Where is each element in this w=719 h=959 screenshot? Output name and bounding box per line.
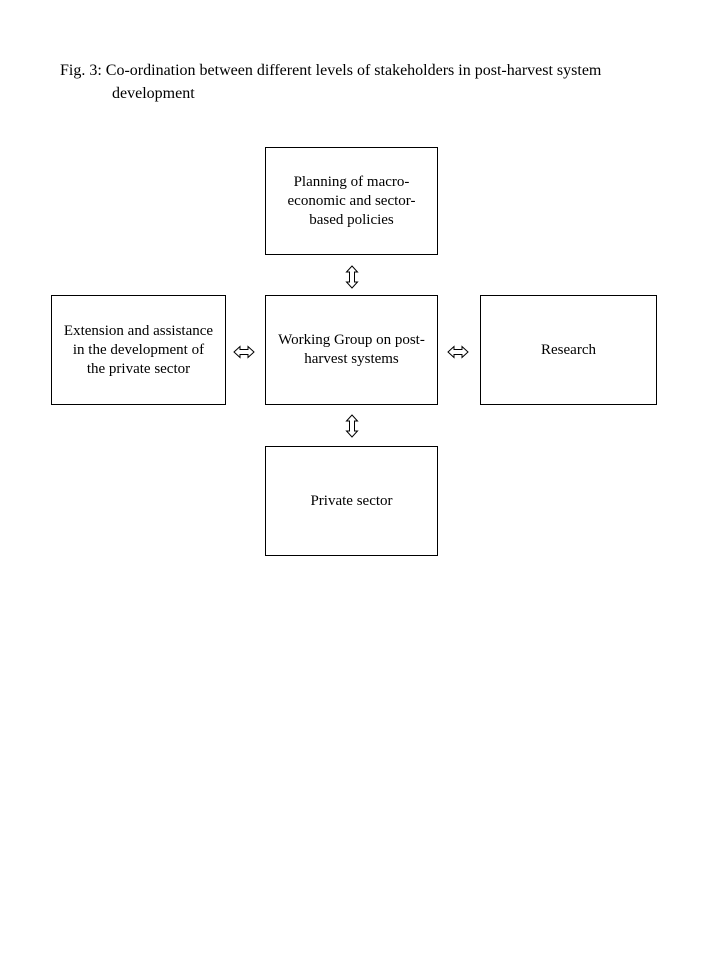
- figure-caption-line2: development: [112, 85, 195, 102]
- box-private-sector: [265, 446, 438, 556]
- up-down-arrow-icon: [345, 265, 359, 289]
- box-private-sector-text: [310, 492, 392, 511]
- box-planning: [265, 147, 438, 255]
- box-extension: [51, 295, 226, 405]
- box-planning-text: [288, 173, 416, 230]
- text-line: harvest systems: [304, 351, 399, 367]
- left-right-arrow-icon: [233, 345, 255, 359]
- up-down-arrow-icon: [345, 414, 359, 438]
- box-working-group: [265, 295, 438, 405]
- text-line: Working Group on post-: [278, 332, 425, 348]
- box-research: [480, 295, 657, 405]
- text-line: in the development of: [72, 341, 205, 358]
- text-line: Private sector: [310, 492, 393, 509]
- box-working-group-text: [278, 331, 425, 369]
- figure-caption: [60, 59, 601, 105]
- text-line: Research: [541, 341, 596, 358]
- text-line: the private sector: [86, 360, 191, 377]
- text-line: Extension and assistance: [63, 322, 214, 339]
- text-line: Planning of macro-: [293, 173, 410, 190]
- box-research-text: [541, 341, 596, 360]
- figure-caption-line1: Fig. 3: Co-ordination between different levels of stakeholders in post-harvest system: [60, 62, 602, 79]
- text-line: economic and sector-: [287, 192, 416, 209]
- left-right-arrow-icon: [447, 345, 469, 359]
- text-line: based policies: [309, 211, 394, 228]
- box-extension-text: [64, 322, 213, 379]
